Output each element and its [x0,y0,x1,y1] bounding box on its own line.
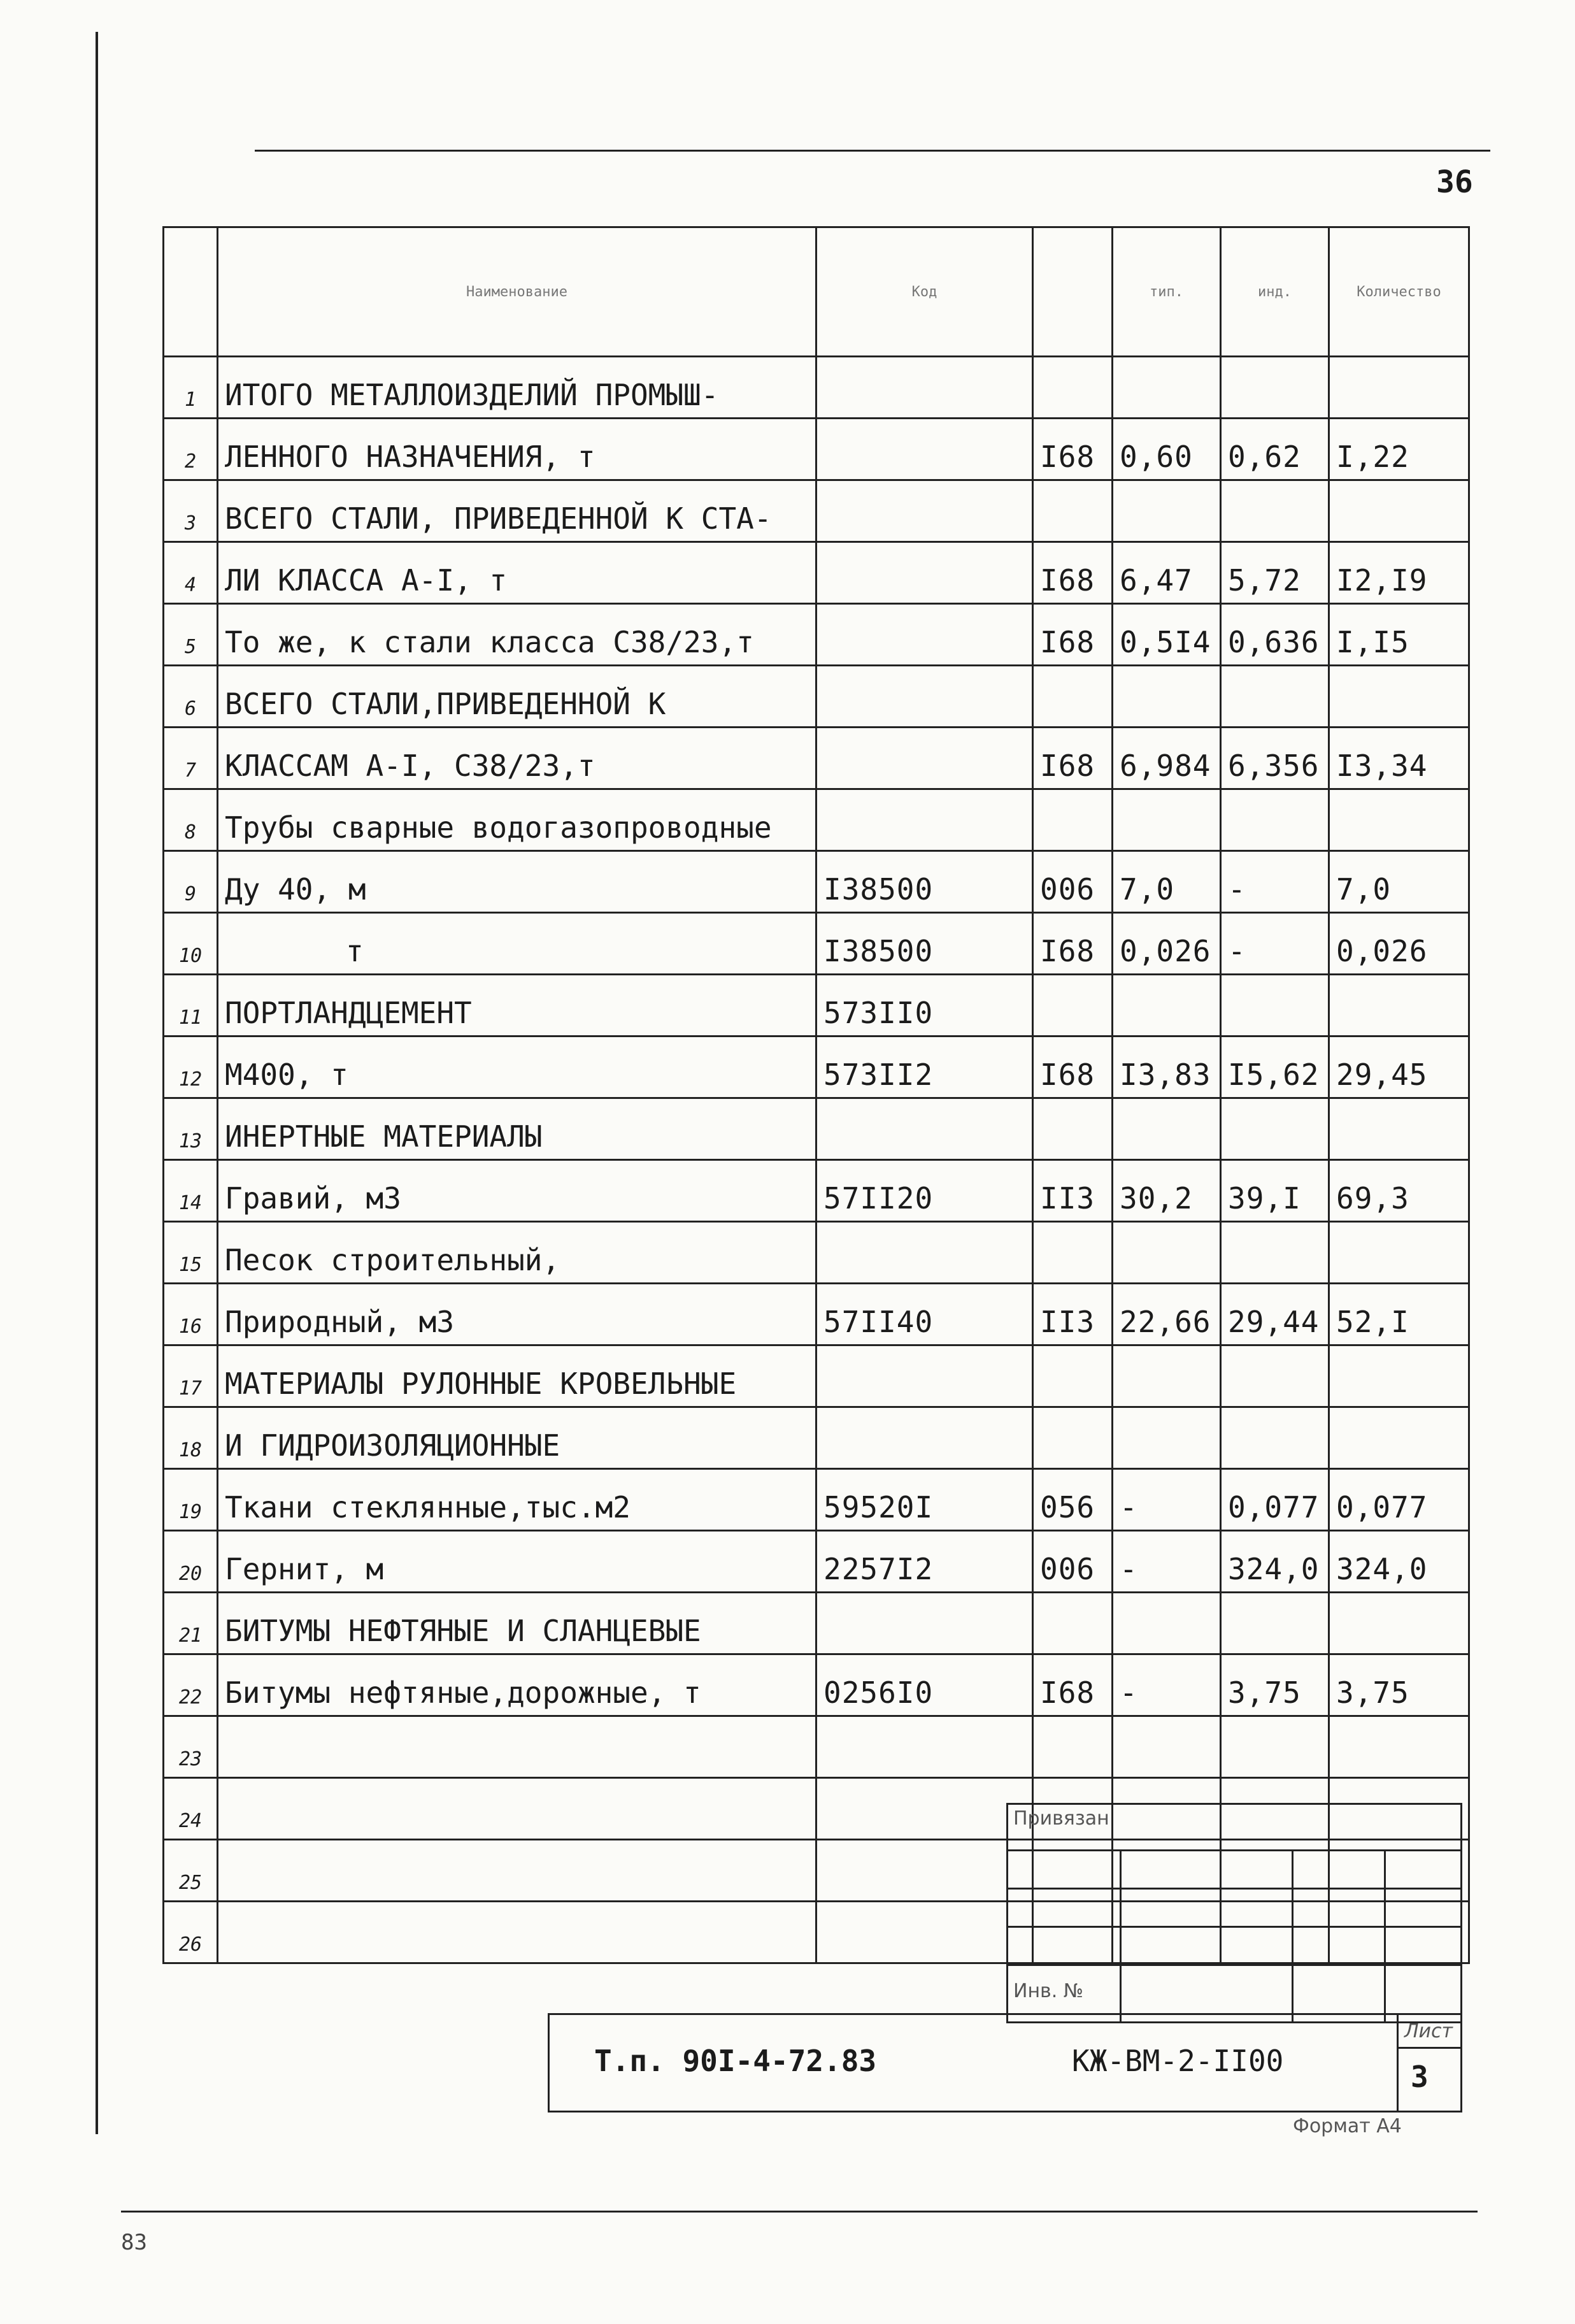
item-code [816,542,1033,604]
sheet-number: 3 [1411,2060,1429,2094]
header-row-number [164,227,218,357]
item-code [816,1345,1033,1407]
item-total: I2,I9 [1329,542,1469,604]
item-qty-b: I5,62 [1221,1036,1329,1098]
item-name: То же, к стали класса С38/23,т [218,604,816,666]
row-number: 12 [164,1036,218,1098]
item-code: 57II20 [816,1160,1033,1222]
item-code: 57II40 [816,1284,1033,1345]
table-row [164,789,1469,851]
item-code [816,1593,1033,1654]
item-qty-a: 0,026 [1113,913,1221,975]
item-qty-a: - [1113,1531,1221,1593]
row-number: 1 [164,357,218,419]
item-qty-a: 6,47 [1113,542,1221,604]
item-qty-b: - [1221,851,1329,913]
table-row [164,542,1469,604]
item-unit [1033,1716,1113,1778]
linked-box [1006,1803,1462,2023]
item-total: 0,026 [1329,913,1469,975]
row-number: 13 [164,1098,218,1160]
item-code: I38500 [816,851,1033,913]
item-code: 59520I [816,1469,1033,1531]
top-rule [255,150,1490,152]
item-code [816,1840,1033,1902]
item-qty-a [1113,666,1221,728]
item-name: т [218,913,816,975]
table-row [164,1160,1469,1222]
left-binding-line [96,32,98,2134]
item-code [816,1778,1033,1840]
item-total: I3,34 [1329,728,1469,789]
row-number: 2 [164,419,218,480]
item-unit: I68 [1033,728,1113,789]
item-unit [1033,480,1113,542]
item-qty-a [1113,1345,1221,1407]
item-total [1329,975,1469,1036]
item-qty-b: 29,44 [1221,1284,1329,1345]
item-total: 69,3 [1329,1160,1469,1222]
item-total: 52,I [1329,1284,1469,1345]
row-number: 15 [164,1222,218,1284]
item-qty-a: I3,83 [1113,1036,1221,1098]
item-total: I,22 [1329,419,1469,480]
item-total [1329,1716,1469,1778]
item-name [218,1778,816,1840]
item-qty-b [1221,1716,1329,1778]
item-qty-b: 39,I [1221,1160,1329,1222]
item-code: I38500 [816,913,1033,975]
inventory-label: Инв. № [1013,1980,1084,2002]
item-unit: I68 [1033,419,1113,480]
item-code: 0256I0 [816,1654,1033,1716]
item-name: ВСЕГО СТАЛИ, ПРИВЕДЕННОЙ К СТА- [218,480,816,542]
header-name: Наименование [218,227,816,357]
row-number: 19 [164,1469,218,1531]
row-number: 10 [164,913,218,975]
row-number: 8 [164,789,218,851]
item-name: ЛИ КЛАССА А-I, т [218,542,816,604]
item-qty-a: 7,0 [1113,851,1221,913]
item-name: Ду 40, м [218,851,816,913]
item-qty-a [1113,357,1221,419]
item-unit: I68 [1033,542,1113,604]
table-row [164,913,1469,975]
item-qty-b: 3,75 [1221,1654,1329,1716]
item-name: МАТЕРИАЛЫ РУЛОННЫЕ КРОВЕЛЬНЫЕ [218,1345,816,1407]
item-code [816,1098,1033,1160]
table-row [164,851,1469,913]
item-qty-a [1113,1098,1221,1160]
header-col-b: инд. [1221,227,1329,357]
item-total [1329,789,1469,851]
item-qty-a: 0,60 [1113,419,1221,480]
item-unit [1033,789,1113,851]
table-body [164,357,1469,1963]
row-number: 3 [164,480,218,542]
item-unit: 056 [1033,1469,1113,1531]
item-qty-b [1221,480,1329,542]
document-code: КЖ-ВМ-2-II00 [1072,2044,1284,2078]
item-unit: I68 [1033,1036,1113,1098]
item-code: 573II2 [816,1036,1033,1098]
row-number: 26 [164,1902,218,1963]
item-unit: 006 [1033,1531,1113,1593]
item-code [816,789,1033,851]
item-name: ВСЕГО СТАЛИ,ПРИВЕДЕННОЙ К [218,666,816,728]
header-unit [1033,227,1113,357]
item-name: М400, т [218,1036,816,1098]
item-unit [1033,1222,1113,1284]
item-code [816,1407,1033,1469]
table-row [164,1407,1469,1469]
item-unit [1033,666,1113,728]
row-number: 25 [164,1840,218,1902]
item-qty-a: 6,984 [1113,728,1221,789]
item-qty-b [1221,789,1329,851]
row-number: 7 [164,728,218,789]
item-code [816,1222,1033,1284]
linked-label: Привязан [1013,1807,1109,1830]
stamp-box [548,2013,1462,2112]
header-qty: Количество [1329,227,1469,357]
item-name: ЛЕННОГО НАЗНАЧЕНИЯ, т [218,419,816,480]
item-code: 2257I2 [816,1531,1033,1593]
item-qty-a: - [1113,1469,1221,1531]
sheet-label: Лист [1404,2020,1453,2042]
item-qty-b [1221,1222,1329,1284]
item-qty-a [1113,1407,1221,1469]
item-name [218,1902,816,1963]
item-qty-b: 6,356 [1221,728,1329,789]
item-qty-a [1113,480,1221,542]
item-qty-a: - [1113,1654,1221,1716]
item-qty-b [1221,666,1329,728]
row-number: 22 [164,1654,218,1716]
item-code [816,1902,1033,1963]
item-name: И ГИДРОИЗОЛЯЦИОННЫЕ [218,1407,816,1469]
format-label: Формат А4 [1293,2115,1402,2137]
item-unit: I68 [1033,604,1113,666]
row-number: 18 [164,1407,218,1469]
item-unit [1033,357,1113,419]
item-qty-b: 0,62 [1221,419,1329,480]
item-total [1329,1098,1469,1160]
row-number: 17 [164,1345,218,1407]
row-number: 23 [164,1716,218,1778]
item-code [816,419,1033,480]
item-qty-a: 22,66 [1113,1284,1221,1345]
item-name: БИТУМЫ НЕФТЯНЫЕ И СЛАНЦЕВЫЕ [218,1593,816,1654]
row-number: 5 [164,604,218,666]
row-number: 21 [164,1593,218,1654]
item-total [1329,666,1469,728]
row-number: 4 [164,542,218,604]
item-qty-a [1113,1716,1221,1778]
item-total: 324,0 [1329,1531,1469,1593]
table-row [164,1654,1469,1716]
header-code: Код [816,227,1033,357]
item-code [816,728,1033,789]
item-unit [1033,975,1113,1036]
item-qty-b [1221,1593,1329,1654]
item-name: Природный, м3 [218,1284,816,1345]
item-qty-b: 0,077 [1221,1469,1329,1531]
table-row [164,1593,1469,1654]
table-row [164,666,1469,728]
item-name: Битумы нефтяные,дорожные, т [218,1654,816,1716]
item-name [218,1840,816,1902]
item-unit [1033,1345,1113,1407]
row-number: 16 [164,1284,218,1345]
header-col-a: тип. [1113,227,1221,357]
item-name: КЛАССАМ А-I, С38/23,т [218,728,816,789]
bottom-rule [121,2211,1478,2213]
item-qty-a [1113,1593,1221,1654]
item-code [816,357,1033,419]
item-name [218,1716,816,1778]
item-name: Гравий, м3 [218,1160,816,1222]
table-row [164,975,1469,1036]
table-row [164,728,1469,789]
item-name: Трубы сварные водогазопроводные [218,789,816,851]
item-unit [1033,1098,1113,1160]
item-unit: 006 [1033,851,1113,913]
item-total: I,I5 [1329,604,1469,666]
item-unit [1033,1593,1113,1654]
table-row [164,1469,1469,1531]
item-code [816,480,1033,542]
item-qty-b: - [1221,913,1329,975]
item-qty-a: 30,2 [1113,1160,1221,1222]
row-number: 24 [164,1778,218,1840]
table-row [164,480,1469,542]
item-total [1329,1345,1469,1407]
item-total: 7,0 [1329,851,1469,913]
item-unit: II3 [1033,1160,1113,1222]
item-total [1329,1222,1469,1284]
item-unit [1033,1407,1113,1469]
row-number: 9 [164,851,218,913]
row-number: 20 [164,1531,218,1593]
item-qty-a [1113,789,1221,851]
item-qty-a [1113,975,1221,1036]
row-number: 6 [164,666,218,728]
table-row [164,419,1469,480]
item-name: Гернит, м [218,1531,816,1593]
item-unit: II3 [1033,1284,1113,1345]
item-total: 3,75 [1329,1654,1469,1716]
item-total: 0,077 [1329,1469,1469,1531]
table-row [164,1098,1469,1160]
item-qty-a: 0,5I4 [1113,604,1221,666]
item-qty-a [1113,1222,1221,1284]
item-total [1329,1593,1469,1654]
specification-table [162,226,1470,1964]
table-row [164,1345,1469,1407]
table-row [164,604,1469,666]
page-number: 36 [1436,164,1473,200]
table-row [164,1222,1469,1284]
item-code: 573II0 [816,975,1033,1036]
item-qty-b [1221,1407,1329,1469]
table-row [164,1531,1469,1593]
item-total [1329,1407,1469,1469]
item-qty-b [1221,357,1329,419]
item-name: Песок строительный, [218,1222,816,1284]
margin-mark: 83 [121,2230,147,2255]
item-name: ИНЕРТНЫЕ МАТЕРИАЛЫ [218,1098,816,1160]
item-code [816,604,1033,666]
item-code [816,1716,1033,1778]
project-number: Т.п. 90I-4-72.83 [594,2044,877,2078]
item-total: 29,45 [1329,1036,1469,1098]
item-name: Ткани стеклянные,тыс.м2 [218,1469,816,1531]
item-code [816,666,1033,728]
item-qty-b: 0,636 [1221,604,1329,666]
row-number: 14 [164,1160,218,1222]
item-qty-b: 324,0 [1221,1531,1329,1593]
table-row [164,1716,1469,1778]
item-qty-b [1221,1345,1329,1407]
table-row [164,357,1469,419]
item-qty-b: 5,72 [1221,542,1329,604]
table-row [164,1284,1469,1345]
item-name: ПОРТЛАНДЦЕМЕНТ [218,975,816,1036]
item-total [1329,357,1469,419]
item-name: ИТОГО МЕТАЛЛОИЗДЕЛИЙ ПРОМЫШ- [218,357,816,419]
item-total [1329,480,1469,542]
table-row [164,1036,1469,1098]
item-qty-b [1221,1098,1329,1160]
row-number: 11 [164,975,218,1036]
item-unit: I68 [1033,913,1113,975]
item-unit: I68 [1033,1654,1113,1716]
table-header-row [164,227,1469,357]
item-qty-b [1221,975,1329,1036]
